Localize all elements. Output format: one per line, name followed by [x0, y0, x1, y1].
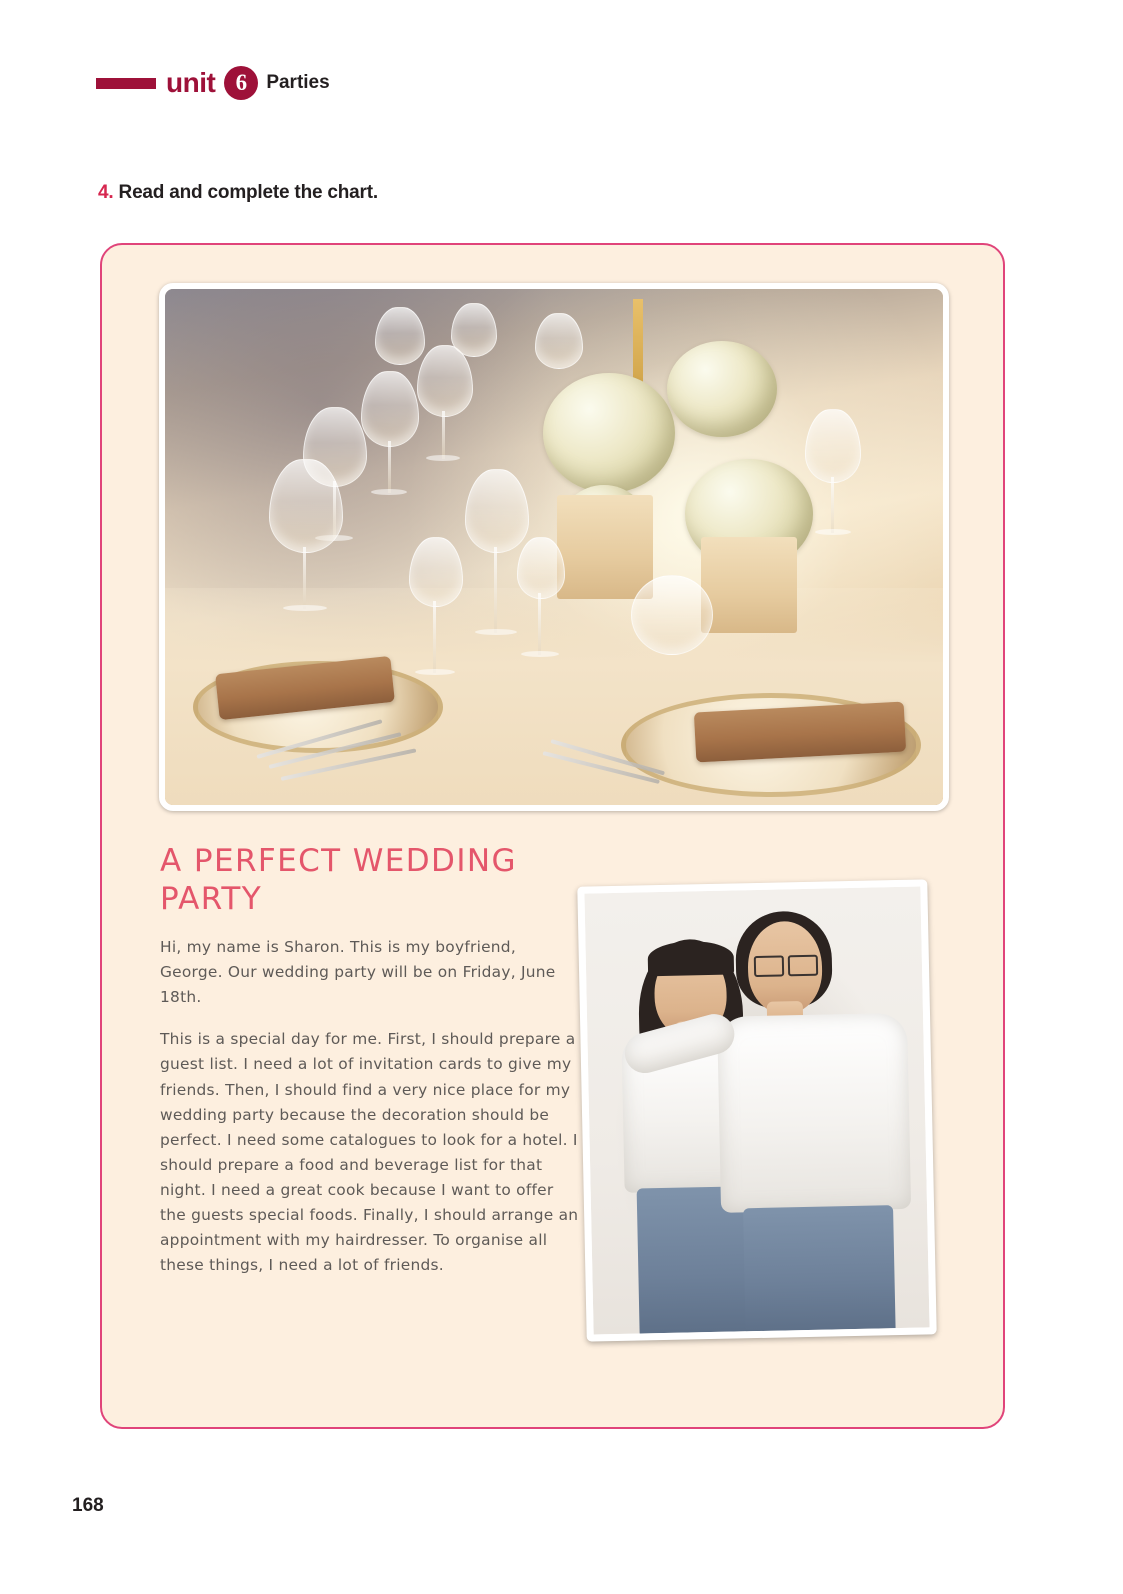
header-rule-icon: [96, 78, 156, 89]
woman-hair-front: [647, 940, 734, 976]
flower-vase: [557, 495, 653, 599]
exercise-number: 4.: [98, 182, 114, 203]
wine-glass: [409, 537, 463, 607]
couple-photo-scene: [584, 887, 929, 1335]
exercise-heading: [98, 182, 378, 204]
unit-header: [96, 62, 330, 104]
wine-glass-foot: [283, 605, 327, 611]
story-paragraph: This is a special day for me. First, I should prepare a guest list. I need a lot of invitation cards to give my friends. Then, I should find a very nice place for my wedding party because the decoration should be perfect. I need some catalogues to look for a hotel. I should prepare a food and beverage list for that night. I need a great cook because I want to offer the guests special foods. Finally, I should arrange an appointment with my hairdresser. To organise all these things, I need a lot of friends.: [160, 1030, 579, 1275]
man-shirt: [717, 1013, 911, 1213]
wine-glass-stem: [388, 441, 391, 493]
wine-glass-foot: [521, 651, 559, 657]
wine-glass-foot: [415, 669, 455, 675]
story-body: [160, 935, 580, 1295]
wine-glass: [361, 371, 419, 447]
man-glasses-icon: [754, 955, 784, 977]
wine-glass-stem: [433, 601, 436, 673]
story-paragraph: Hi, my name is Sharon. This is my boyfriend, George. Our wedding party will be on Friday, June 18th.: [160, 938, 556, 1007]
wine-glass-foot: [426, 455, 460, 461]
wine-glass: [375, 307, 425, 365]
couple-photo: [577, 879, 936, 1341]
wine-glass-stem: [303, 547, 306, 609]
wine-glass-stem: [831, 477, 834, 533]
unit-label: unit: [166, 67, 216, 98]
page-number: 168: [72, 1495, 104, 1516]
flower-bouquet: [543, 373, 675, 493]
wine-glass: [417, 345, 473, 417]
wine-glass-stem: [538, 593, 541, 655]
wine-glass: [451, 303, 497, 357]
wedding-table-photo: [159, 283, 949, 811]
unit-topic: Parties: [266, 72, 330, 93]
table-photo-scene: [165, 289, 943, 805]
wine-glass: [805, 409, 861, 483]
wine-glass: [631, 575, 713, 655]
wine-glass-foot: [475, 629, 517, 635]
wine-glass-stem: [442, 411, 445, 459]
wine-glass: [465, 469, 529, 553]
wine-glass: [517, 537, 565, 599]
unit-number-badge: 6: [224, 66, 258, 100]
wine-glass-foot: [371, 489, 407, 495]
wine-glass-foot: [815, 529, 851, 535]
flower-bouquet: [667, 341, 777, 437]
man-jeans: [743, 1205, 896, 1334]
wine-glass: [269, 459, 343, 553]
flower-vase: [701, 537, 797, 633]
exercise-instruction: Read and complete the chart.: [118, 182, 378, 203]
reading-panel: [100, 243, 1005, 1429]
story-title: A PERFECT WEDDING PARTY: [160, 843, 517, 917]
man-glasses-icon: [788, 955, 818, 977]
wine-glass-stem: [494, 547, 497, 633]
wine-glass: [535, 313, 583, 369]
